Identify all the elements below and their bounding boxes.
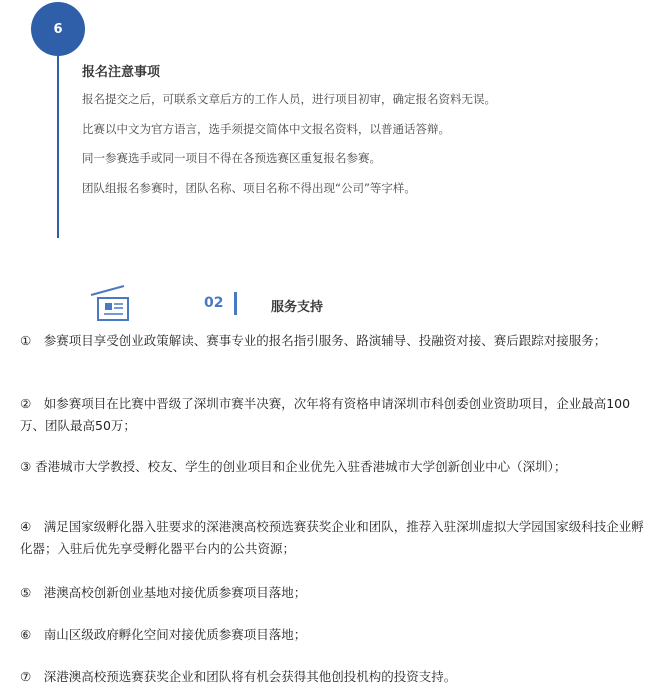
step-number-badge xyxy=(31,2,85,56)
service-item: ② 如参赛项目在比赛中晋级了深圳市赛半决赛，次年将有资格申请深圳市科创委创业资助项目，企业最高100万、团队最高50万； xyxy=(20,396,631,433)
service-item: ⑥ 南山区级政府孵化空间对接优质参赛项目落地； xyxy=(20,627,307,642)
section-number: 02 xyxy=(204,295,224,311)
service-item: ⑦ 深港澳高校预选赛获奖企业和团队将有机会获得其他创投机构的投资支持。 xyxy=(20,669,457,684)
section-title: 服务支持 xyxy=(271,300,324,315)
reception-desk-icon xyxy=(88,283,132,323)
notes-item: 同一参赛选手或同一项目不得在各预选赛区重复报名参赛。 xyxy=(82,151,381,165)
service-item: ③ 香港城市大学教授、校友、学生的创业项目和企业优先入驻香港城市大学创新创业中心（深圳）； xyxy=(20,459,567,474)
service-item: ④ 满足国家级孵化器入驻要求的深港澳高校预选赛获奖企业和团队，推荐入驻深圳虚拟大学园国家级科技企业孵化器；入驻后优先享受孵化器平台内的公共资源； xyxy=(20,519,644,556)
notes-item: 比赛以中文为官方语言，选手须提交简体中文报名资料，以普通话答辩。 xyxy=(82,121,450,136)
section-divider xyxy=(234,292,237,315)
notes-item: 团队组报名参赛时，团队名称、项目名称不得出现“公司”等字样。 xyxy=(82,180,416,195)
service-item: ① 参赛项目享受创业政策解读、赛事专业的报名指引服务、路演辅导、投融资对接、赛后跟踪对接服务； xyxy=(20,333,607,348)
timeline-line xyxy=(57,30,59,238)
step-number: 6 xyxy=(53,21,63,37)
notes-list xyxy=(82,92,496,210)
service-item: ⑤ 港澳高校创新创业基地对接优质参赛项目落地； xyxy=(20,585,307,600)
notes-title: 报名注意事项 xyxy=(82,65,161,80)
notes-item: 报名提交之后，可联系文章后方的工作人员，进行项目初审，确定报名资料无误。 xyxy=(82,92,496,106)
